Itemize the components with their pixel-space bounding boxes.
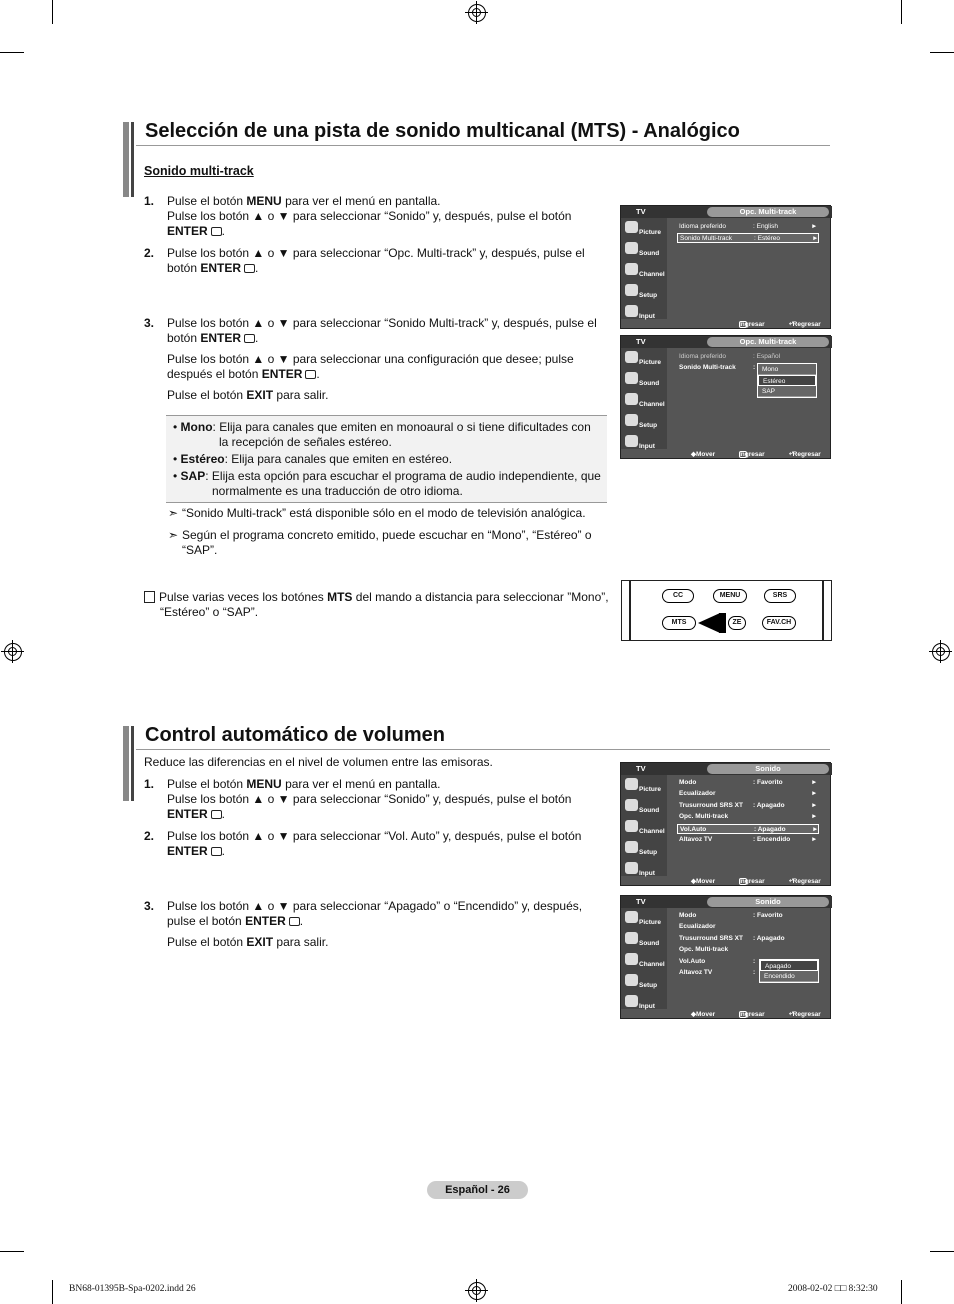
option-mono: • Mono: Elija para canales que emiten en monoaural o si tiene dificultades con la recepción de señales estéreo. [173,420,591,449]
section1-step-2: 2. Pulse los botón ▲ o ▼ para seleccionar “Opc. Multi-track” y, después, pulse el botón ENTER . [144,246,585,275]
footer-timestamp: 2008-02-02 □□ 8:32:30 [788,1284,878,1294]
setup-icon [625,414,638,426]
osd-return-hint: ⤶ Regresar [789,877,821,885]
channel-icon [625,263,638,275]
section2-step-1: 1. Pulse el botón MENU para ver el menú en pantalla. Pulse los botón ▲ o ▼ para seleccionar “Sonido” y, después, pulse el botón ENTER . [144,777,572,821]
input-icon [625,995,638,1007]
enter-icon [211,227,222,236]
enter-icon [211,810,222,819]
srs-button: SRS [764,589,796,603]
osd-screen-multitrack-options: TV Opc. Multi-track Picture Sound Channel Setup Input Idioma preferido : Español Sonido Multi-track : Mono Estéreo SAP ◆ Mover Ingresar ⤶ Regresar [620,335,831,459]
footer-file-info: BN68-01395B-Spa-0202.indd 26 [69,1284,196,1294]
osd-dropdown: Apagado Encendido [759,959,819,983]
osd-move-hint: ◆ Mover [691,878,716,885]
enter-icon [244,264,255,273]
section2-intro: Reduce las diferencias en el nivel de volumen entre las emisoras. [144,755,493,769]
crop-mark [52,0,53,24]
channel-icon [625,393,638,405]
enter-icon [211,847,222,856]
section-accent-bar [123,726,129,801]
section2-heading: Control automático de volumen [145,724,446,746]
osd-row-selected: Vol.Auto : Apagado ► [677,824,819,834]
input-icon [625,862,638,874]
osd-move-hint: ◆ Mover [691,451,716,458]
note-item: ➣ “Sonido Multi-track” está disponible sólo en el modo de televisión analógica. [168,506,586,520]
enter-icon [289,917,300,926]
note-arrow-icon: ➣ [168,506,179,520]
osd-dropdown: Mono Estéreo SAP [757,363,817,398]
crop-mark [930,1251,954,1252]
crop-mark [52,1280,53,1304]
memo-icon [144,591,155,603]
options-box [166,415,607,503]
osd-screen-sound-volauto: TV Sonido Picture Sound Channel Setup Input Modo : Favorito Ecualizador Trusurround SRS XT : Apagado Opc. Multi-track Vol.Auto : Altavoz TV : Apagado Encendido ◆ Mover Ingresar ⤶ Regresar [620,895,831,1019]
page-number-badge: Español - 26 [427,1181,528,1199]
pointer-arrow-icon [698,613,720,633]
setup-icon [625,284,638,296]
sound-icon [625,799,638,811]
crop-mark [901,1280,902,1304]
section-accent-bar [131,726,134,801]
mts-button: MTS [662,616,696,630]
enter-icon [305,370,316,379]
registration-mark-icon [468,1282,486,1300]
section1-step-3: 3. Pulse los botón ▲ o ▼ para seleccionar “Sonido Multi-track” y, después, pulse el botón ENTER . Pulse los botón ▲ o ▼ para seleccionar una configuración que desee; pulse después el botón ENTER . Pulse el botón EXIT para salir. [144,316,597,402]
section-accent-bar [123,122,129,197]
osd-move-hint: ◆ Mover [691,1011,716,1018]
input-icon [625,305,638,317]
crop-mark [930,52,954,53]
section1-heading: Selección de una pista de sonido multicanal (MTS) - Analógico [145,120,740,142]
section-accent-bar [131,122,134,197]
section1-step-1: 1. Pulse el botón MENU para ver el menú en pantalla. Pulse los botón ▲ o ▼ para seleccionar “Sonido” y, después, pulse el botón ENTER . [144,194,572,238]
osd-return-hint: ⤶ Regresar [789,450,821,458]
section2-step-3: 3. Pulse los botón ▲ o ▼ para seleccionar “Apagado” o “Encendido” y, después, pulse el botón ENTER . Pulse el botón EXIT para salir. [144,899,583,949]
picture-icon [625,911,638,923]
setup-icon [625,841,638,853]
menu-button: MENU [713,589,747,603]
picture-icon [625,221,638,233]
channel-icon [625,820,638,832]
option-sap: • SAP: Elija esta opción para escuchar el programa de audio independiente, que normalmente es una traducción de otro idioma. [173,469,601,498]
note-item: ➣ Según el programa concreto emitido, puede escuchar en “Mono”, “Estéreo” o “SAP”. [168,528,592,557]
crop-mark [901,0,902,24]
osd-screen-multitrack: TV Opc. Multi-track Picture Sound Channel Setup Input Idioma preferido : English ► Sonido Multi-track : Estéreo ► Ingresar ⤶ Regresar [620,205,831,329]
enter-icon [244,334,255,343]
section1-subheading: Sonido multi-track [144,164,254,178]
sound-icon [625,372,638,384]
setup-icon [625,974,638,986]
note-arrow-icon: ➣ [168,528,179,542]
registration-mark-icon [4,643,22,661]
remote-note: Pulse varias veces los botónes MTS del mando a distancia para seleccionar ”Mono”, “Estéreo” o “SAP”. [144,589,614,620]
sound-icon [625,932,638,944]
crop-mark [0,52,24,53]
heading-rule [136,145,830,146]
picture-icon [625,778,638,790]
sound-icon [625,242,638,254]
registration-mark-icon [932,643,950,661]
ze-button: ZE [728,616,746,630]
section2-step-2: 2. Pulse los botón ▲ o ▼ para seleccionar “Vol. Auto” y, después, pulse el botón ENTER . [144,829,582,858]
osd-row-selected: Sonido Multi-track : Estéreo ► [677,233,819,243]
channel-icon [625,953,638,965]
cc-button: CC [662,589,694,603]
favch-button: FAV.CH [762,616,796,630]
crop-mark [0,1251,24,1252]
osd-return-hint: ⤶ Regresar [789,320,821,328]
registration-mark-icon [468,4,486,22]
picture-icon [625,351,638,363]
remote-control-illustration [621,580,832,641]
osd-screen-sound: TV Sonido Picture Sound Channel Setup Input Modo : Favorito ► Ecualizador ► Trusurround SRS XT : Apagado ► Opc. Multi-track ► Vol.Auto : Apagado ► Altavoz TV : Encendido ► ◆ Mover Ingresar ⤶ Regresar [620,762,831,886]
input-icon [625,435,638,447]
option-estereo: • Estéreo: Elija para canales que emiten en estéreo. [173,452,453,466]
osd-return-hint: ⤶ Regresar [789,1010,821,1018]
heading-rule [136,749,830,750]
